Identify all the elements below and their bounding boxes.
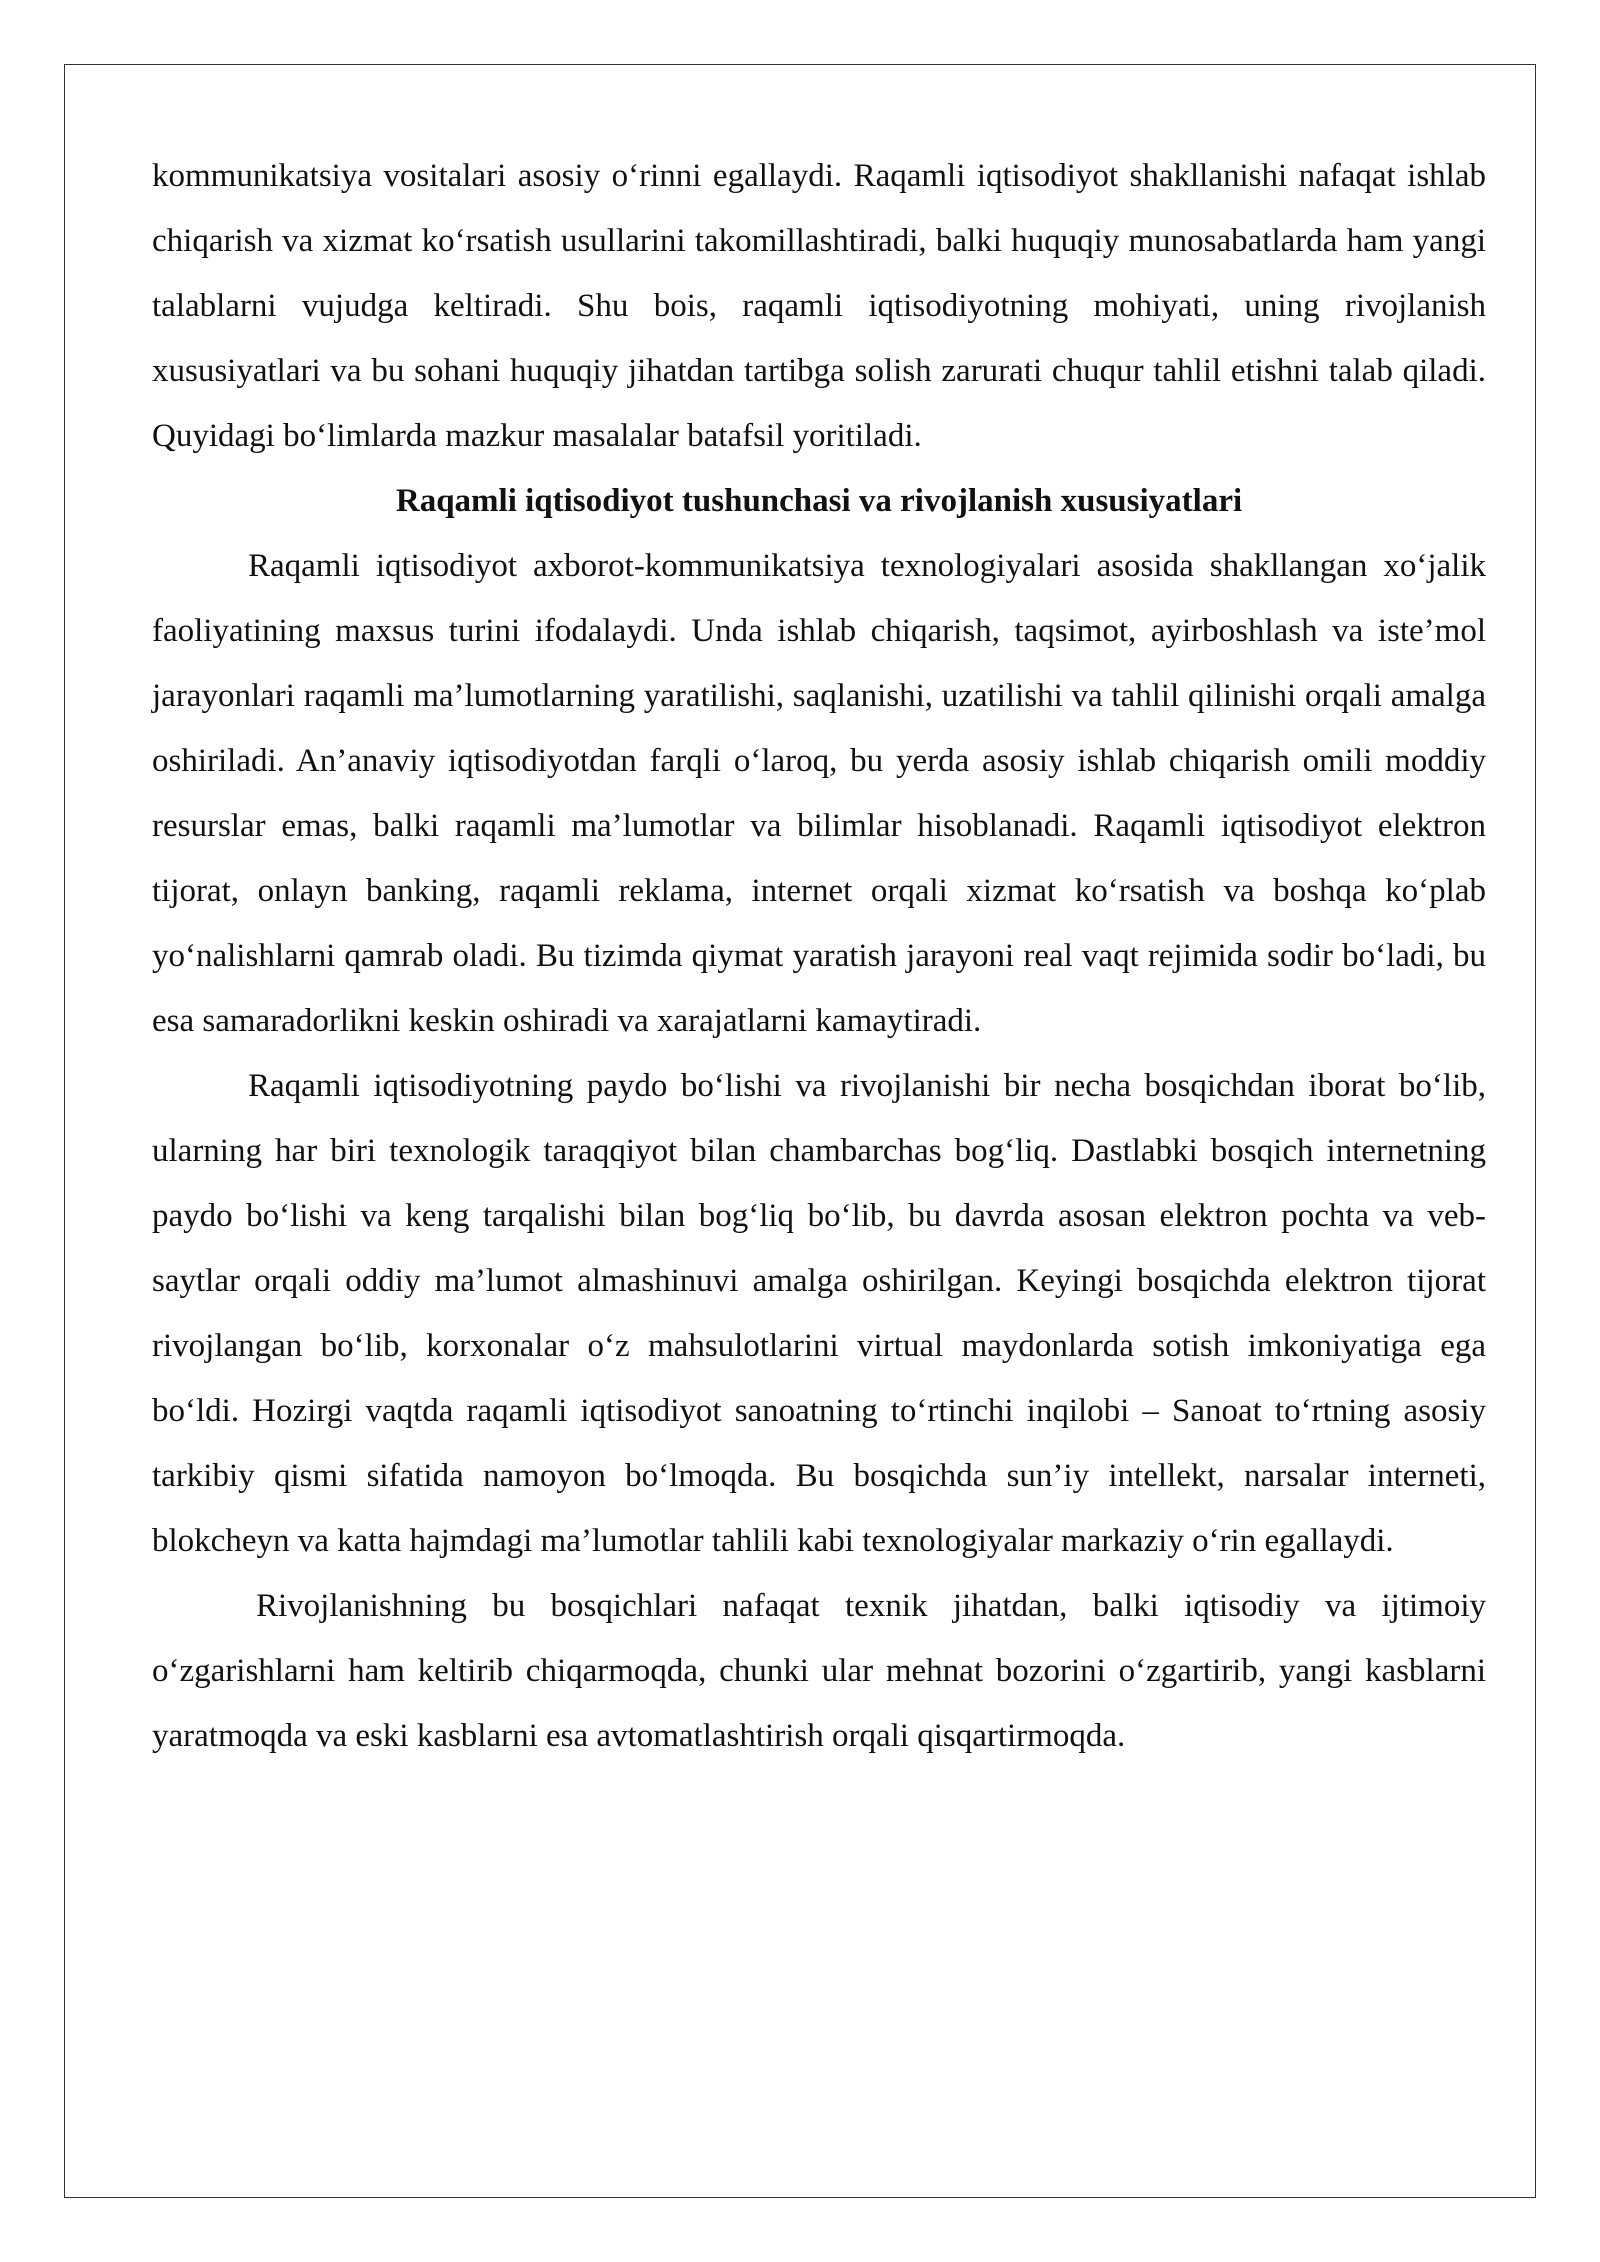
intro-paragraph: kommunikatsiya vositalari asosiy o‘rinni egallaydi. Raqamli iqtisodiyot shakllanishi nafaqat ishlab chiqarish va xizmat ko‘rsatish usullarini takomillashtiradi, balki huquqiy munosabatlarda ham yangi talablarni vujudga keltiradi. Shu bois, raqamli iqtisodiyotning mohiyati, uning rivojlanish xususiyatlari va bu sohani huquqiy jihatdan tartibga solish zarurati chuqur tahlil etishni talab qiladi. Quyidagi bo‘limlarda mazkur masalalar batafsil yoritiladi. [152,158,1486,454]
section-heading: Raqamli iqtisodiyot tushunchasi va rivojlanish xususiyatlari [395,483,1243,519]
paragraph-stages: Raqamli iqtisodiyotning paydo bo‘lishi va rivojlanishi bir necha bosqichdan iborat bo‘lib, ularning har biri texnologik taraqqiyot bilan chambarchas bog‘liq. Dastlabki bosqich internetning paydo bo‘lishi va keng tarqalishi bilan bog‘liq bo‘lib, bu davrda asosan elektron pochta va veb-saytlar orqali oddiy ma’lumot almashinuvi amalga oshirilgan. Keyingi bosqichda elektron tijorat rivojlangan bo‘lib, korxonalar o‘z mahsulotlarini virtual maydonlarda sotish imkoniyatiga ega bo‘ldi. Hozirgi vaqtda raqamli iqtisodiyot sanoatning to‘rtinchi inqilobi – Sanoat to‘rtning asosiy tarkibiy qismi sifatida namoyon bo‘lmoqda. Bu bosqichda sun’iy intellekt, narsalar interneti, blokcheyn va katta hajmdagi ma’lumotlar tahlili kabi texnologiyalar markaziy o‘rin egallaydi. [152,1068,1486,1559]
paragraph-definition: Raqamli iqtisodiyot axborot-kommunikatsiya texnologiyalari asosida shakllangan xo‘jalik faoliyatining maxsus turini ifodalaydi. Unda ishlab chiqarish, taqsimot, ayirboshlash va iste’mol jarayonlari raqamli ma’lumotlarning yaratilishi, saqlanishi, uzatilishi va tahlil qilinishi orqali amalga oshiriladi. An’anaviy iqtisodiyotdan farqli o‘laroq, bu yerda asosiy ishlab chiqarish omili moddiy resurslar emas, balki raqamli ma’lumotlar va bilimlar hisoblanadi. Raqamli iqtisodiyot elektron tijorat, onlayn banking, raqamli reklama, internet orqali xizmat ko‘rsatish va boshqa ko‘plab yo‘nalishlarni qamrab oladi. Bu tizimda qiymat yaratish jarayoni real vaqt rejimida sodir bo‘ladi, bu esa samaradorlikni keskin oshiradi va xarajatlarni kamaytiradi. [152,548,1486,1039]
document-body [152,144,1486,1769]
paragraph-consequences: Rivojlanishning bu bosqichlari nafaqat texnik jihatdan, balki iqtisodiy va ijtimoiy o‘zgarishlarni ham keltirib chiqarmoqda, chunki ular mehnat bozorini o‘zgartirib, yangi kasblarni yaratmoqda va eski kasblarni esa avtomatlashtirish orqali qisqartirmoqda. [152,1588,1486,1754]
